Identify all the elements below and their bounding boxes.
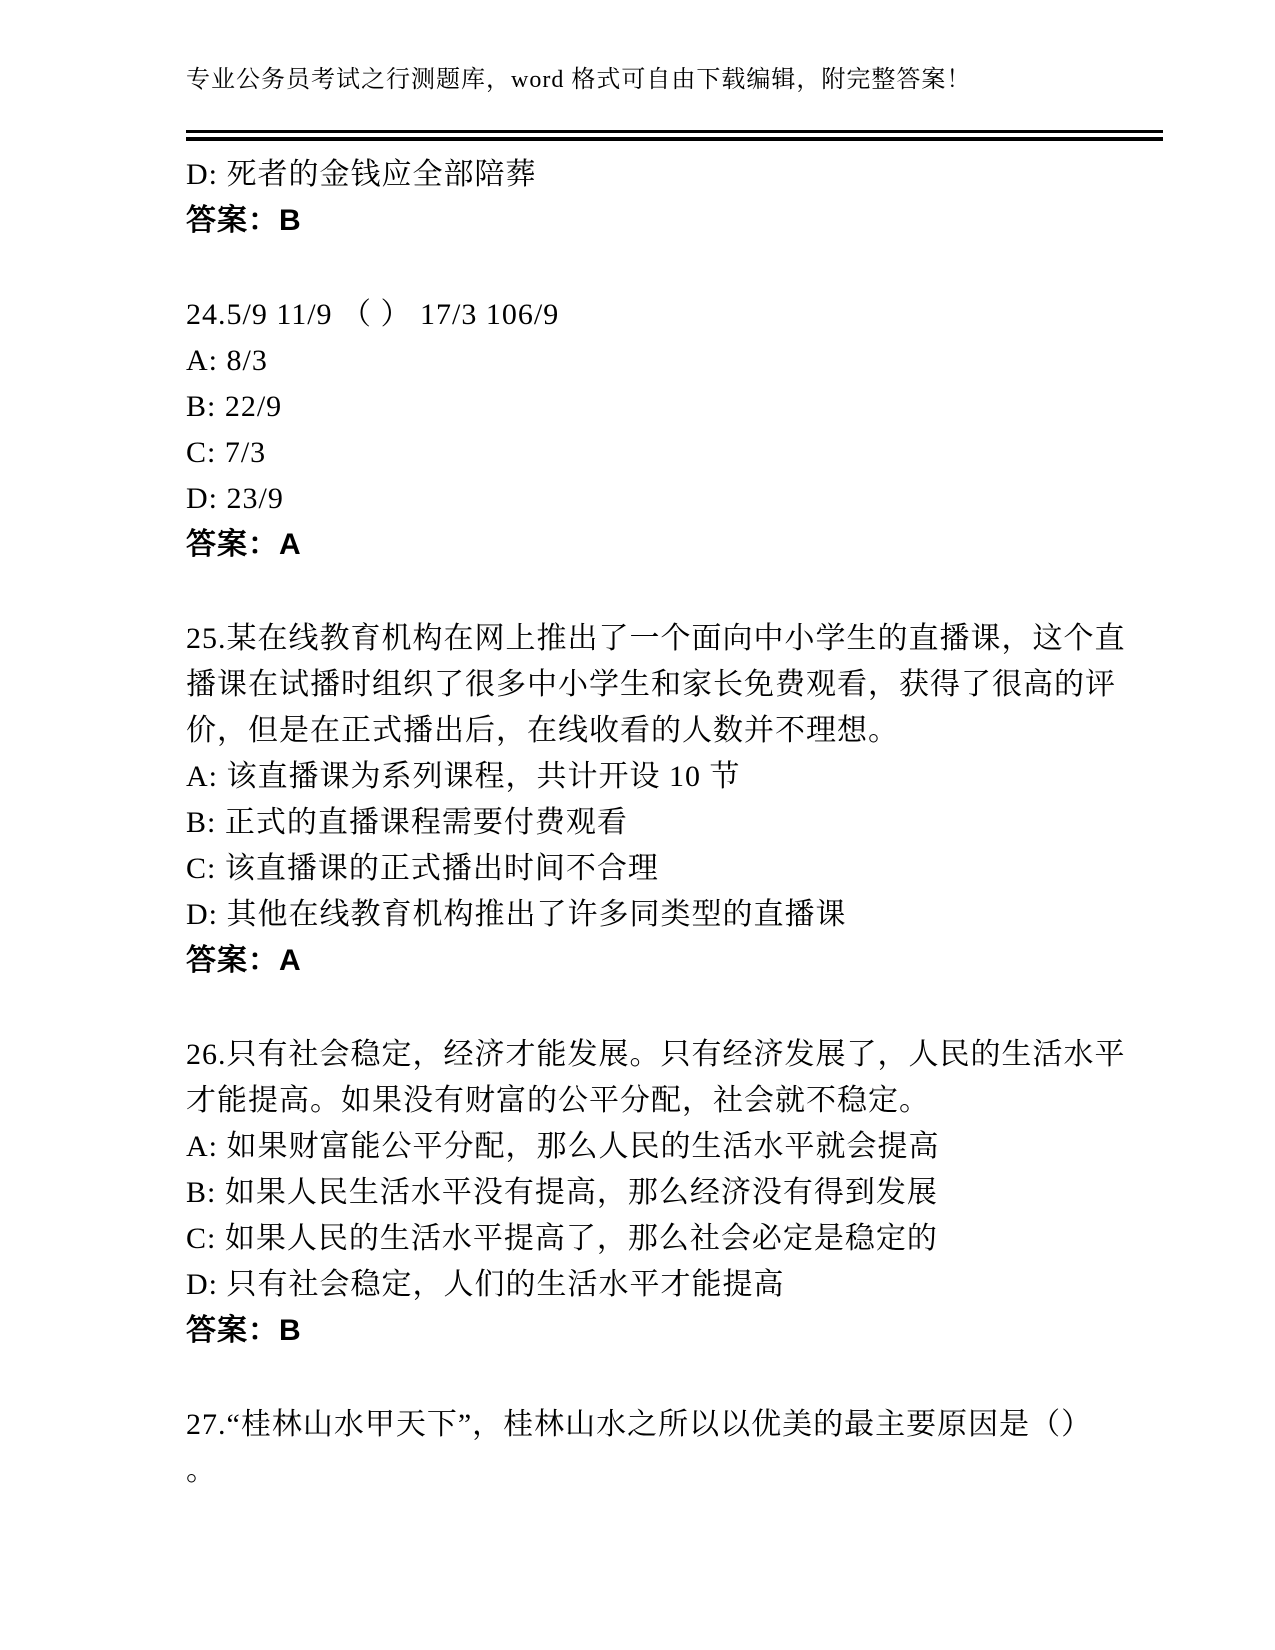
question-text-line: 。 bbox=[186, 1454, 217, 1487]
answer-label: 答案：B bbox=[186, 204, 302, 237]
option-d: D: 死者的金钱应全部陪葬 bbox=[186, 158, 537, 191]
option-d: D: 23/9 bbox=[186, 482, 284, 515]
option-b: B: 如果人民生活水平没有提高，那么经济没有得到发展 bbox=[186, 1176, 938, 1209]
option-d: D: 其他在线教育机构推出了许多同类型的直播课 bbox=[186, 898, 847, 931]
option-a: A: 该直播课为系列课程，共计开设 10 节 bbox=[186, 760, 741, 793]
question-text-line: 价，但是在正式播出后，在线收看的人数并不理想。 bbox=[186, 714, 899, 747]
question-text-line: 24.5/9 11/9 （ ） 17/3 106/9 bbox=[186, 298, 560, 331]
question-block-26 bbox=[186, 1032, 1126, 1354]
option-b: B: 正式的直播课程需要付费观看 bbox=[186, 806, 628, 839]
option-c: C: 该直播课的正式播出时间不合理 bbox=[186, 852, 659, 885]
option-a: A: 8/3 bbox=[186, 344, 268, 377]
option-c: C: 如果人民的生活水平提高了，那么社会必定是稳定的 bbox=[186, 1222, 938, 1255]
document-body bbox=[186, 152, 1126, 1494]
question-text-line: 26.只有社会稳定，经济才能发展。只有经济发展了，人民的生活水平 bbox=[186, 1038, 1126, 1071]
question-text-line: 25.某在线教育机构在网上推出了一个面向中小学生的直播课，这个直 bbox=[186, 622, 1126, 655]
option-c: C: 7/3 bbox=[186, 436, 267, 469]
question-block-carryover bbox=[186, 152, 1126, 244]
answer-label: 答案：A bbox=[186, 944, 302, 977]
option-b: B: 22/9 bbox=[186, 390, 283, 423]
question-text-line: 27.“桂林山水甲天下”，桂林山水之所以以优美的最主要原因是（） bbox=[186, 1408, 1093, 1441]
answer-label: 答案：B bbox=[186, 1314, 302, 1347]
option-a: A: 如果财富能公平分配，那么人民的生活水平就会提高 bbox=[186, 1130, 940, 1163]
question-block-24 bbox=[186, 292, 1126, 568]
header-divider-rule bbox=[186, 130, 1163, 141]
question-text-line: 才能提高。如果没有财富的公平分配，社会就不稳定。 bbox=[186, 1084, 930, 1117]
question-text-line: 播课在试播时组织了很多中小学生和家长免费观看，获得了很高的评 bbox=[186, 668, 1116, 701]
question-block-27 bbox=[186, 1402, 1126, 1494]
page-header-note: 专业公务员考试之行测题库，word 格式可自由下载编辑，附完整答案！ bbox=[186, 67, 972, 93]
answer-label: 答案：A bbox=[186, 528, 302, 561]
option-d: D: 只有社会稳定，人们的生活水平才能提高 bbox=[186, 1268, 785, 1301]
question-block-25 bbox=[186, 616, 1126, 984]
